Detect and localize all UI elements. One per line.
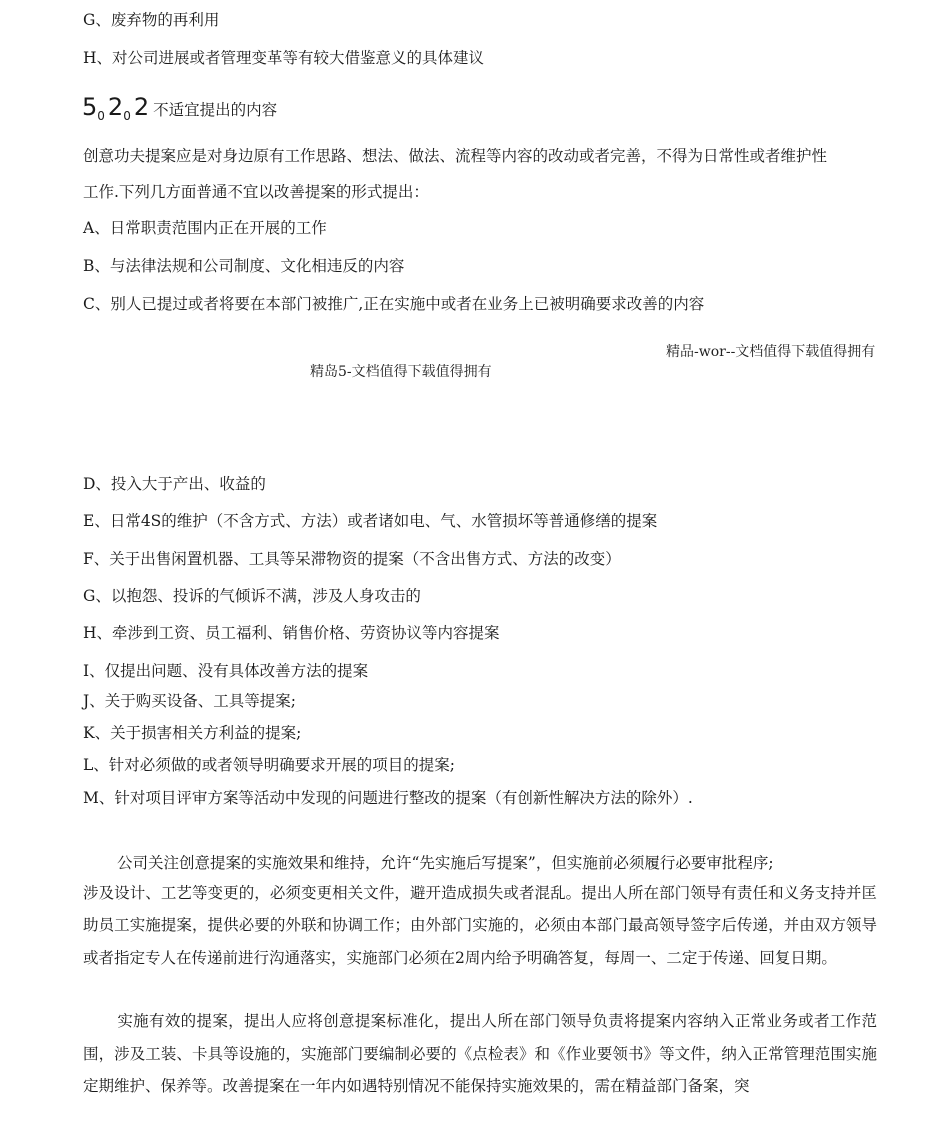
intro-line-2: 工作.下列几方面普通不宜以改善提案的形式提出：	[83, 183, 429, 201]
paragraph-standardization: 实施有效的提案，提出人应将创意提案标准化，提出人所在部门领导负责将提案内容纳入正常业务或者工作范围，涉及工装、卡具等设施的，实施部门要编制必要的《点检表》和《作业要领书》等文件，纳入正常管理范围实施定期维护、保养等。改善提案在一年内如遇特别情况不能保持实施效果的，需在精益部门备案，突	[83, 1012, 877, 1095]
list-item-d: D、投入大于产出、收益的	[83, 475, 266, 493]
list-item-g2: G、以抱怨、投诉的气倾诉不满，涉及人身攻击的	[83, 587, 421, 605]
section-number-b: 2	[107, 93, 124, 121]
list-item-l: L、针对必须做的或者领导明确要求开展的项目的提案;	[83, 756, 456, 774]
footer-right: 精品-wor--文档值得下载值得拥有	[666, 344, 876, 360]
list-item-c: C、别人已提过或者将要在本部门被推广,正在实施中或者在业务上已被明确要求改善的内容	[83, 295, 705, 313]
paragraph-implementation	[83, 847, 877, 974]
list-item-a: A、日常职责范围内正在开展的工作	[83, 219, 327, 237]
paragraph-body: 涉及设计、工艺等变更的，必须变更相关文件，避开造成损失或者混乱。提出人所在部门领导有责任和义务支持并匡助员工实施提案，提供必要的外联和协调工作；由外部门实施的，必须由本部门最高领导签字后传递，并由双方领导或者指定专人在传递前进行沟通落实，实施部门必须在2周内给予明确答复，每周一、二定于传递、回复日期。	[83, 883, 877, 967]
list-item-b: B、与法律法规和公司制度、文化相违反的内容	[83, 257, 405, 275]
list-item-h: H、对公司进展或者管理变革等有较大借鉴意义的具体建议	[83, 49, 485, 67]
section-sub-a: 0	[97, 109, 105, 123]
section-number-c: 2	[133, 93, 150, 121]
section-heading	[82, 92, 277, 126]
section-number-a: 5	[82, 93, 98, 121]
list-item-i: I、仅提出问题、没有具体改善方法的提案	[83, 662, 369, 680]
footer-center: 精岛5-文档值得下载值得拥有	[310, 364, 492, 380]
list-item-h2: H、牵涉到工资、员工福利、销售价格、劳资协议等内容提案	[83, 624, 500, 642]
list-item-m: M、针对项目评审方案等活动中发现的问题进行整改的提案（有创新性解决方法的除外）.	[83, 789, 693, 807]
section-sub-b: 0	[123, 109, 131, 123]
section-title: 不适宜提出的内容	[153, 101, 278, 119]
list-item-f: F、关于出售闲置机器、工具等呆滞物资的提案（不含出售方式、方法的改变）	[83, 550, 621, 568]
list-item-g: G、废弃物的再利用	[83, 11, 220, 29]
list-item-e: E、日常4S的维护（不含方式、方法）或者诸如电、气、水管损坏等普通修缮的提案	[83, 512, 658, 530]
list-item-j: J、关于购买设备、工具等提案;	[83, 692, 296, 710]
intro-line-1: 创意功夫提案应是对身边原有工作思路、想法、做法、流程等内容的改动或者完善，不得为日常性或者维护性	[83, 147, 828, 165]
paragraph-first-line: 公司关注创意提案的实施效果和维持，允许“先实施后写提案”，但实施前必须履行必要审批程序;	[117, 854, 774, 872]
list-item-k: K、关于损害相关方利益的提案;	[83, 724, 302, 742]
